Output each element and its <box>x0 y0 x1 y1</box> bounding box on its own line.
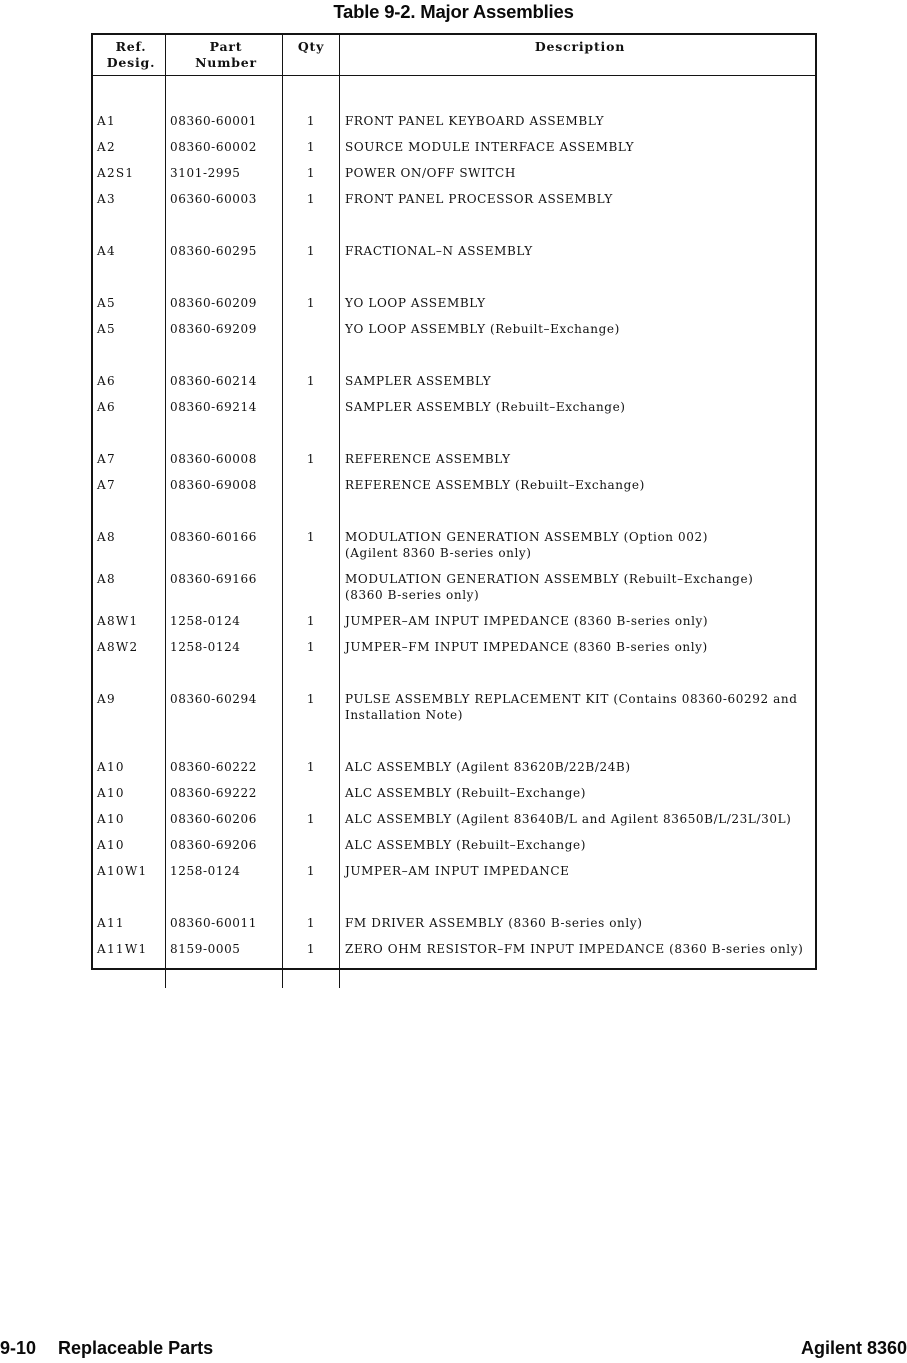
part-number-cell: 08360-60166 <box>166 524 283 566</box>
part-number-cell: 08360-60011 <box>166 910 283 936</box>
part-number-cell: 3101-2995 <box>166 160 283 186</box>
part-number-cell: 08360-69209 <box>166 316 283 342</box>
footer-section-label: Replaceable Parts <box>58 1338 214 1358</box>
table-spacer-row <box>93 76 815 108</box>
part-number-cell: 08360-60294 <box>166 686 283 728</box>
table-spacer-row <box>93 264 815 290</box>
description-line: REFERENCE ASSEMBLY <box>345 452 511 466</box>
ref-desig-cell: A3 <box>93 186 166 212</box>
table-row <box>93 832 815 858</box>
empty-cell <box>166 660 283 686</box>
table-row <box>93 160 815 186</box>
table-row <box>93 936 815 962</box>
qty-cell <box>283 832 340 858</box>
ref-desig-cell: A8 <box>93 566 166 608</box>
empty-cell <box>93 76 166 108</box>
description-cell <box>340 806 815 832</box>
header-part-number <box>166 35 283 75</box>
part-number-cell: 08360-60209 <box>166 290 283 316</box>
footer-left <box>0 1338 213 1359</box>
table-row <box>93 754 815 780</box>
description-line: YO LOOP ASSEMBLY (Rebuilt–Exchange) <box>345 322 620 336</box>
table-spacer-row <box>93 212 815 238</box>
qty-cell: 1 <box>283 634 340 660</box>
description-line: JUMPER–AM INPUT IMPEDANCE (8360 B-series only) <box>345 614 709 628</box>
description-line: ALC ASSEMBLY (Rebuilt–Exchange) <box>345 786 586 800</box>
empty-cell <box>93 264 166 290</box>
ref-desig-cell: A10 <box>93 806 166 832</box>
description-cell <box>340 608 815 634</box>
description-cell <box>340 566 815 608</box>
empty-cell <box>283 264 340 290</box>
qty-cell: 1 <box>283 108 340 134</box>
description-cell <box>340 910 815 936</box>
description-line: FM DRIVER ASSEMBLY (8360 B-series only) <box>345 916 643 930</box>
description-line: SOURCE MODULE INTERFACE ASSEMBLY <box>345 140 635 154</box>
table-row <box>93 394 815 420</box>
empty-cell <box>93 342 166 368</box>
table-spacer-row <box>93 342 815 368</box>
description-cell <box>340 936 815 962</box>
table-row <box>93 910 815 936</box>
empty-cell <box>283 76 340 108</box>
ref-desig-cell: A2S1 <box>93 160 166 186</box>
table-spacer-row <box>93 498 815 524</box>
qty-cell: 1 <box>283 134 340 160</box>
description-cell <box>340 754 815 780</box>
part-number-cell: 08360-60008 <box>166 446 283 472</box>
empty-cell <box>340 498 815 524</box>
empty-cell <box>340 76 815 108</box>
qty-cell: 1 <box>283 754 340 780</box>
empty-cell <box>93 498 166 524</box>
ref-desig-cell: A1 <box>93 108 166 134</box>
empty-cell <box>283 728 340 754</box>
ref-desig-cell: A7 <box>93 472 166 498</box>
qty-cell: 1 <box>283 910 340 936</box>
qty-cell <box>283 780 340 806</box>
empty-cell <box>340 420 815 446</box>
table-row <box>93 290 815 316</box>
description-cell <box>340 394 815 420</box>
ref-desig-cell: A8W1 <box>93 608 166 634</box>
empty-cell <box>166 76 283 108</box>
description-cell <box>340 108 815 134</box>
empty-cell <box>166 962 283 988</box>
empty-cell <box>93 728 166 754</box>
ref-desig-cell: A8 <box>93 524 166 566</box>
table-row <box>93 634 815 660</box>
table-spacer-row <box>93 884 815 910</box>
table-spacer-row <box>93 660 815 686</box>
description-line: FRONT PANEL PROCESSOR ASSEMBLY <box>345 192 613 206</box>
qty-cell: 1 <box>283 446 340 472</box>
part-number-cell: 08360-60206 <box>166 806 283 832</box>
table-row <box>93 186 815 212</box>
table-row <box>93 806 815 832</box>
header-ref-desig-line1: Ref. <box>115 39 147 54</box>
empty-cell <box>283 884 340 910</box>
description-cell <box>340 472 815 498</box>
part-number-cell: 08360-60222 <box>166 754 283 780</box>
header-description-line1: Description <box>534 39 626 54</box>
description-cell <box>340 524 815 566</box>
description-line: MODULATION GENERATION ASSEMBLY (Rebuilt–Exchange) <box>345 572 754 586</box>
empty-cell <box>166 420 283 446</box>
ref-desig-cell: A10 <box>93 754 166 780</box>
table-row <box>93 238 815 264</box>
part-number-cell: 08360-69166 <box>166 566 283 608</box>
description-line: POWER ON/OFF SWITCH <box>345 166 516 180</box>
empty-cell <box>93 884 166 910</box>
description-line: JUMPER–AM INPUT IMPEDANCE <box>345 864 570 878</box>
part-number-cell: 1258-0124 <box>166 634 283 660</box>
description-line: SAMPLER ASSEMBLY (Rebuilt–Exchange) <box>345 400 626 414</box>
header-part-number-line2: Number <box>195 55 257 70</box>
empty-cell <box>166 212 283 238</box>
empty-cell <box>283 498 340 524</box>
table-row <box>93 368 815 394</box>
description-line: REFERENCE ASSEMBLY (Rebuilt–Exchange) <box>345 478 645 492</box>
empty-cell <box>283 420 340 446</box>
qty-cell: 1 <box>283 186 340 212</box>
part-number-cell: 08360-69222 <box>166 780 283 806</box>
description-cell <box>340 686 815 728</box>
empty-cell <box>340 728 815 754</box>
part-number-cell: 1258-0124 <box>166 858 283 884</box>
qty-cell: 1 <box>283 806 340 832</box>
description-cell <box>340 446 815 472</box>
empty-cell <box>93 962 166 988</box>
description-line: FRONT PANEL KEYBOARD ASSEMBLY <box>345 114 605 128</box>
ref-desig-cell: A10 <box>93 780 166 806</box>
table-row <box>93 566 815 608</box>
ref-desig-cell: A10 <box>93 832 166 858</box>
ref-desig-cell: A2 <box>93 134 166 160</box>
description-cell <box>340 634 815 660</box>
major-assemblies-table <box>91 33 817 970</box>
table-row <box>93 524 815 566</box>
description-cell <box>340 858 815 884</box>
ref-desig-cell: A5 <box>93 316 166 342</box>
empty-cell <box>340 660 815 686</box>
qty-cell <box>283 394 340 420</box>
empty-cell <box>166 884 283 910</box>
empty-cell <box>340 212 815 238</box>
qty-cell <box>283 472 340 498</box>
description-line: PULSE ASSEMBLY REPLACEMENT KIT (Contains 08360-60292 and <box>345 692 798 706</box>
description-cell <box>340 316 815 342</box>
ref-desig-cell: A6 <box>93 368 166 394</box>
description-cell <box>340 238 815 264</box>
description-cell <box>340 290 815 316</box>
qty-cell: 1 <box>283 290 340 316</box>
table-body <box>93 76 815 988</box>
table-row <box>93 472 815 498</box>
description-cell <box>340 832 815 858</box>
description-cell <box>340 780 815 806</box>
table-spacer-row <box>93 420 815 446</box>
description-line: (8360 B-series only) <box>345 588 480 602</box>
ref-desig-cell: A11 <box>93 910 166 936</box>
empty-cell <box>340 962 815 988</box>
table-title: Table 9-2. Major Assemblies <box>333 1 574 22</box>
part-number-cell: 08360-69214 <box>166 394 283 420</box>
description-line: ALC ASSEMBLY (Agilent 83640B/L and Agilent 83650B/L/23L/30L) <box>345 812 792 826</box>
description-line: JUMPER–FM INPUT IMPEDANCE (8360 B-series only) <box>345 640 708 654</box>
description-line: SAMPLER ASSEMBLY <box>345 374 492 388</box>
empty-cell <box>93 212 166 238</box>
empty-cell <box>283 660 340 686</box>
description-cell <box>340 186 815 212</box>
page-footer <box>0 1338 907 1359</box>
table-row <box>93 108 815 134</box>
ref-desig-cell: A10W1 <box>93 858 166 884</box>
qty-cell: 1 <box>283 936 340 962</box>
table-spacer-row <box>93 728 815 754</box>
part-number-cell: 08360-60295 <box>166 238 283 264</box>
table-header-row <box>93 35 815 76</box>
empty-cell <box>93 420 166 446</box>
qty-cell: 1 <box>283 608 340 634</box>
qty-cell: 1 <box>283 238 340 264</box>
header-description <box>340 35 815 75</box>
header-ref-desig-line2: Desig. <box>106 55 156 70</box>
empty-cell <box>283 962 340 988</box>
ref-desig-cell: A5 <box>93 290 166 316</box>
table-row <box>93 780 815 806</box>
ref-desig-cell: A4 <box>93 238 166 264</box>
description-line: FRACTIONAL–N ASSEMBLY <box>345 244 533 258</box>
empty-cell <box>340 884 815 910</box>
table-row <box>93 134 815 160</box>
description-line: YO LOOP ASSEMBLY <box>345 296 486 310</box>
part-number-cell: 1258-0124 <box>166 608 283 634</box>
ref-desig-cell: A8W2 <box>93 634 166 660</box>
description-cell <box>340 368 815 394</box>
qty-cell: 1 <box>283 686 340 728</box>
header-qty-line1: Qty <box>297 39 325 54</box>
part-number-cell: 08360-60214 <box>166 368 283 394</box>
empty-cell <box>340 342 815 368</box>
header-qty <box>283 35 340 75</box>
qty-cell: 1 <box>283 858 340 884</box>
description-line: ALC ASSEMBLY (Rebuilt–Exchange) <box>345 838 586 852</box>
part-number-cell: 08360-60002 <box>166 134 283 160</box>
empty-cell <box>166 498 283 524</box>
part-number-cell: 08360-69008 <box>166 472 283 498</box>
empty-cell <box>166 264 283 290</box>
description-line: ZERO OHM RESISTOR–FM INPUT IMPEDANCE (8360 B-series only) <box>345 942 804 956</box>
ref-desig-cell: A7 <box>93 446 166 472</box>
description-line: MODULATION GENERATION ASSEMBLY (Option 002) <box>345 530 708 544</box>
part-number-cell: 8159-0005 <box>166 936 283 962</box>
part-number-cell: 08360-60001 <box>166 108 283 134</box>
part-number-cell: 06360-60003 <box>166 186 283 212</box>
qty-cell: 1 <box>283 160 340 186</box>
description-line: (Agilent 8360 B-series only) <box>345 546 532 560</box>
page-number: 9-10 <box>0 1338 37 1358</box>
description-line: Installation Note) <box>345 708 463 722</box>
empty-cell <box>166 342 283 368</box>
ref-desig-cell: A11W1 <box>93 936 166 962</box>
table-row <box>93 608 815 634</box>
header-part-number-line1: Part <box>209 39 243 54</box>
header-ref-desig <box>93 35 166 75</box>
table-row <box>93 446 815 472</box>
description-cell <box>340 134 815 160</box>
part-number-cell: 08360-69206 <box>166 832 283 858</box>
table-row <box>93 858 815 884</box>
table-row <box>93 316 815 342</box>
ref-desig-cell: A9 <box>93 686 166 728</box>
description-line: ALC ASSEMBLY (Agilent 83620B/22B/24B) <box>345 760 631 774</box>
empty-cell <box>283 212 340 238</box>
qty-cell <box>283 316 340 342</box>
table-spacer-row <box>93 962 815 988</box>
empty-cell <box>340 264 815 290</box>
empty-cell <box>166 728 283 754</box>
qty-cell: 1 <box>283 524 340 566</box>
table-row <box>93 686 815 728</box>
qty-cell <box>283 566 340 608</box>
footer-product-label: Agilent 8360 <box>800 1338 907 1358</box>
qty-cell: 1 <box>283 368 340 394</box>
empty-cell <box>283 342 340 368</box>
empty-cell <box>93 660 166 686</box>
ref-desig-cell: A6 <box>93 394 166 420</box>
description-cell <box>340 160 815 186</box>
